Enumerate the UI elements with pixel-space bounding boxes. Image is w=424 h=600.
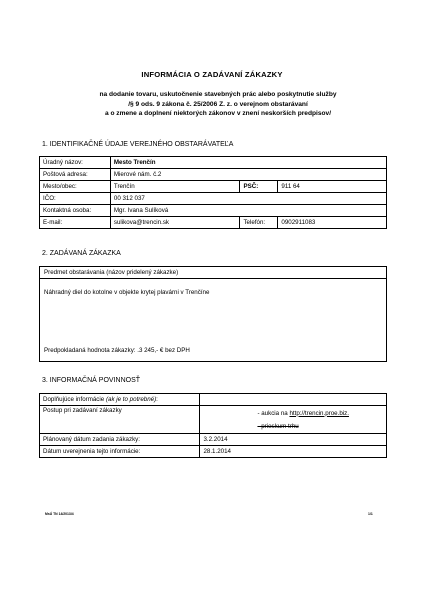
publish-date-value: 28.1.2014 xyxy=(200,446,387,458)
contracting-authority-table xyxy=(39,156,387,229)
planned-date-value: 3.2.2014 xyxy=(200,434,387,446)
estimated-value: Predpokladaná hodnota zákazky: .3 245,- € bez DPH xyxy=(44,347,190,354)
official-name-value: Mesto Trenčín xyxy=(110,157,386,169)
procedure-option-auction: - aukcia na http://trencin.proe.biz. xyxy=(257,409,349,417)
city-value: Trenčín xyxy=(110,181,240,193)
official-name-label: Úradný názov: xyxy=(40,157,111,169)
intro-line-3: a o zmene a doplnení niektorých zákonov v znení neskorších predpisov/ xyxy=(104,110,332,118)
postal-code-value: 911 64 xyxy=(278,181,387,193)
contact-person-label: Kontaktná osoba: xyxy=(40,205,111,217)
ico-label: IČO: xyxy=(40,193,111,205)
table-row xyxy=(40,181,387,193)
subject-header-row xyxy=(40,267,386,279)
phone-value: 0902911083 xyxy=(278,217,387,229)
table-row xyxy=(40,169,387,181)
contract-box xyxy=(39,266,387,362)
planned-date-label: Plánovaný dátum zadania zákazky: xyxy=(40,434,200,446)
subject-value: Náhradný diel do kotolne v objekte krytej plavárni v Trenčíne xyxy=(44,289,210,296)
document-title: INFORMÁCIA O ZADÁVANÍ ZÁKAZKY xyxy=(141,70,283,79)
table-row xyxy=(40,406,387,434)
ico-value: 00 312 037 xyxy=(110,193,386,205)
procedure-option-market-survey: - prieskum trhu xyxy=(257,422,299,430)
city-label: Mesto/obec: xyxy=(40,181,111,193)
email-value[interactable]: sulikova@trencin.sk xyxy=(110,217,240,229)
subject-label: Predmet obstarávania (názov pridelený zákazke) xyxy=(44,269,179,276)
intro-line-1: na dodanie tovaru, uskutočnenie stavebných prác alebo poskytnutie služby xyxy=(99,91,337,98)
intro-line-2: /§ 9 ods. 9 zákona č. 25/2006 Z. z. o verejnom obstarávaní xyxy=(128,100,308,108)
footer-form-code: MsÚ TN 14/2013/4 xyxy=(45,512,74,516)
email-label: E-mail: xyxy=(40,217,111,229)
section-2-heading: 2. ZADÁVANÁ ZÁKAZKA xyxy=(42,250,121,257)
document-intro xyxy=(40,90,396,119)
publish-date-label: Dátum uverejnenia tejto informácie: xyxy=(40,446,200,458)
table-row xyxy=(40,394,387,406)
footer-page-number: 1/1 xyxy=(368,512,373,516)
section-1-heading: 1. IDENTIFIKAČNÉ ÚDAJE VEREJNÉHO OBSTARÁVATEĽA xyxy=(42,141,234,148)
section-3-heading: 3. INFORMAČNÁ POVINNOSŤ xyxy=(42,377,141,384)
postal-address-label: Poštová adresa: xyxy=(40,169,111,181)
phone-label: Telefón: xyxy=(240,217,278,229)
information-obligation-table xyxy=(39,393,387,458)
table-row xyxy=(40,217,387,229)
auction-link[interactable]: http://trencin.proe.biz. xyxy=(289,409,349,417)
contact-person-value: Mgr. Ivana Sulíková xyxy=(110,205,386,217)
table-row xyxy=(40,205,387,217)
procedure-label: Postup pri zadávaní zákazky xyxy=(40,406,200,434)
procedure-options xyxy=(200,406,387,434)
table-row xyxy=(40,193,387,205)
supplementary-info-value xyxy=(200,394,387,406)
postal-code-label: PSČ: xyxy=(240,181,278,193)
table-row xyxy=(40,434,387,446)
postal-address-value: Mierové nám. č.2 xyxy=(110,169,386,181)
table-row xyxy=(40,446,387,458)
supplementary-info-label: Doplňujúce informácie (ak je to potrebné): xyxy=(40,394,200,406)
table-row xyxy=(40,157,387,169)
